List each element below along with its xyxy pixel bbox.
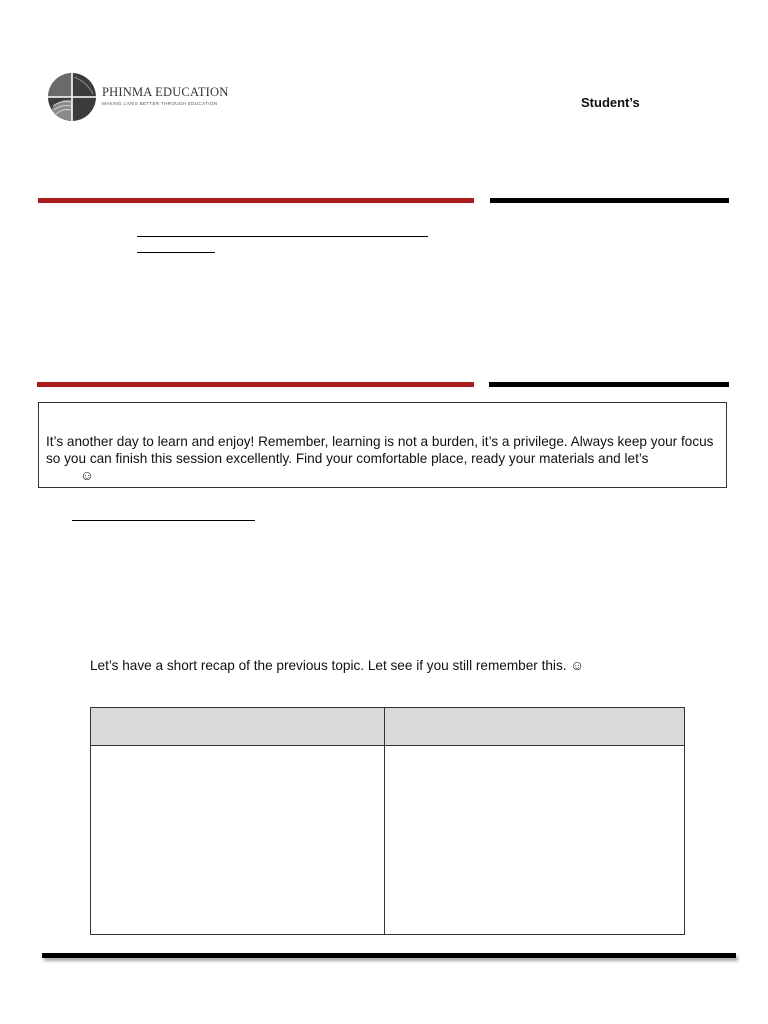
motivation-box	[38, 402, 727, 488]
table-header-row	[91, 708, 685, 746]
blank-line-3	[72, 520, 255, 521]
red-divider-middle	[37, 382, 474, 387]
table-cell-2	[385, 746, 685, 935]
recap-table	[90, 707, 685, 935]
black-divider-top	[490, 198, 729, 203]
phinma-logo	[47, 70, 229, 124]
red-divider-top	[38, 198, 474, 203]
globe-icon	[47, 70, 99, 124]
document-label: Student’s	[581, 95, 640, 110]
footer-divider	[42, 953, 736, 958]
blank-line-1	[137, 236, 428, 237]
table-row	[91, 746, 685, 935]
table-header-cell-2	[385, 708, 685, 746]
logo-tagline: MAKING LIVES BETTER THROUGH EDUCATION	[102, 101, 218, 106]
table-header-cell-1	[91, 708, 385, 746]
smiley-icon: ☺	[80, 468, 94, 483]
black-divider-middle	[489, 382, 729, 387]
logo-name: PHINMA EDUCATION	[102, 85, 229, 99]
table-cell-1	[91, 746, 385, 935]
recap-instruction: Let’s have a short recap of the previous topic. Let see if you still remember this. ☺	[90, 658, 585, 673]
blank-line-2	[137, 252, 215, 253]
motivation-text: It’s another day to learn and enjoy! Remember, learning is not a burden, it’s a privilege. Always keep your focus so you can finish this session excellently. Find your comfortable place, ready your materials and let’s	[46, 434, 714, 466]
